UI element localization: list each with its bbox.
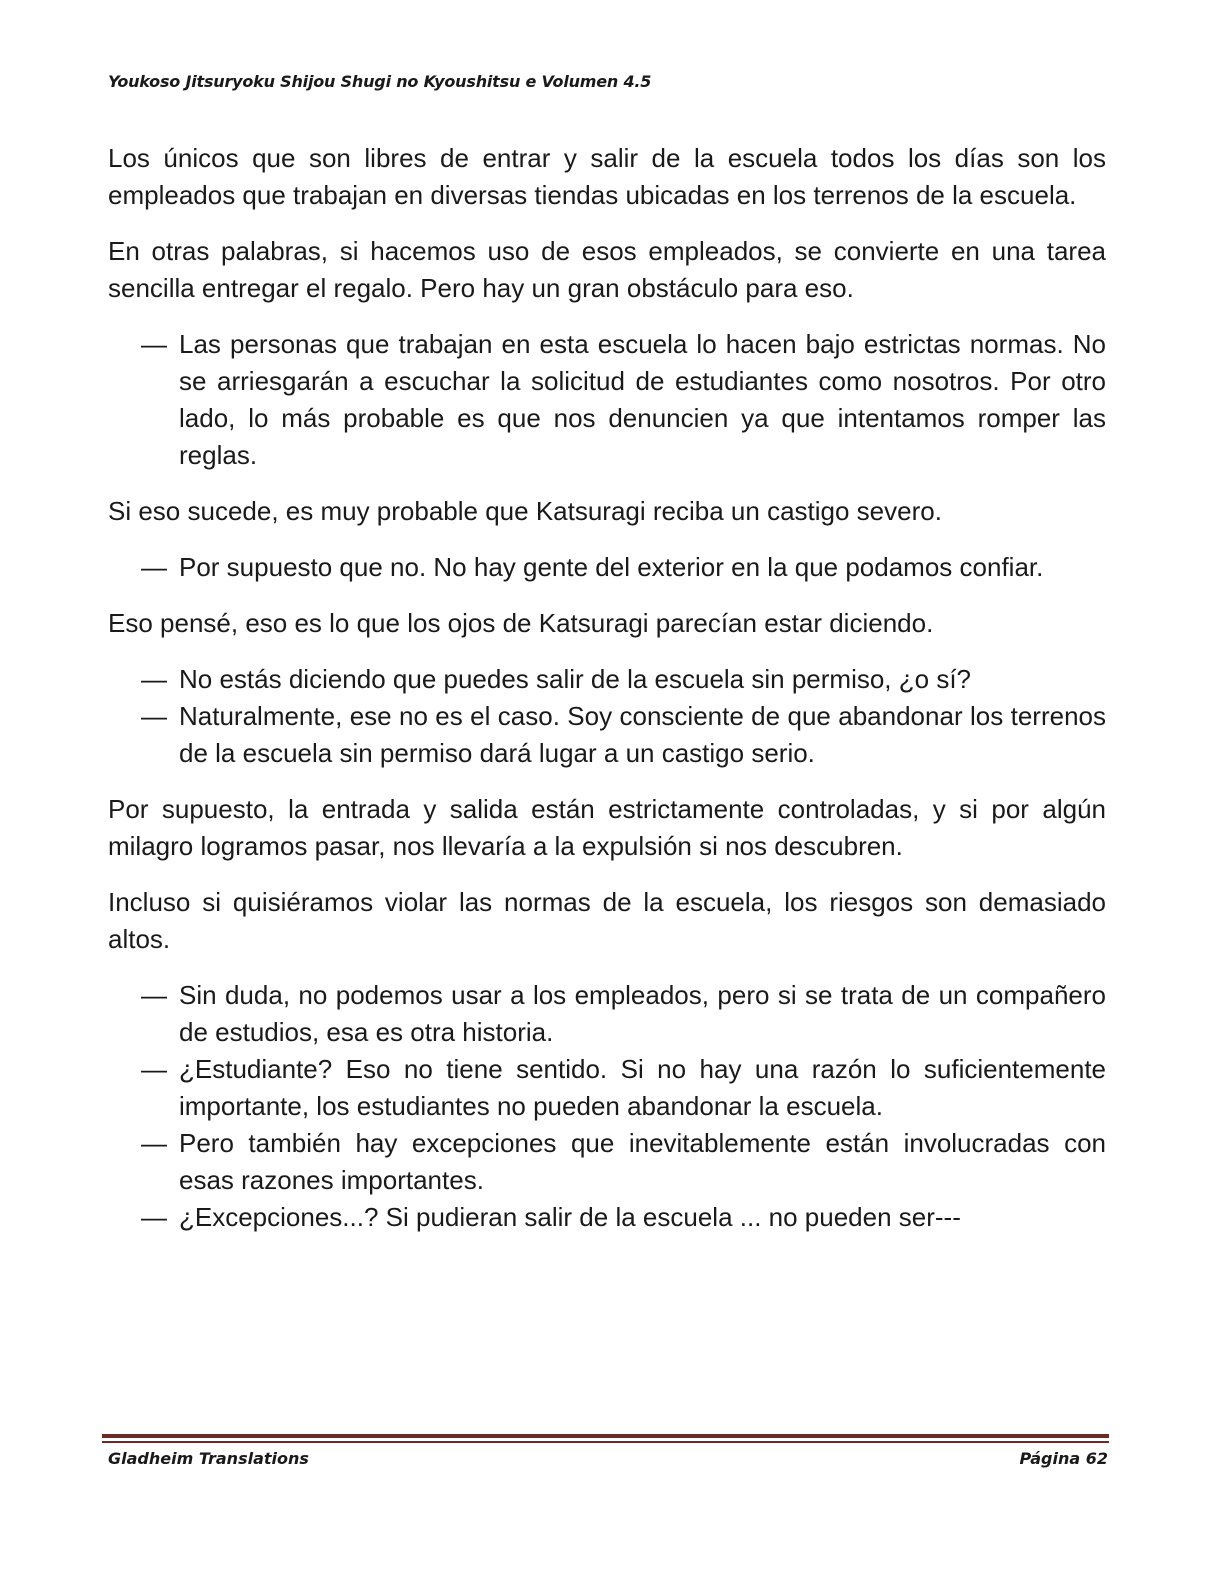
footer-rule-thin [102, 1441, 1109, 1443]
dialogue-dash: — [141, 1054, 167, 1084]
dialogue-line-3 [108, 661, 1106, 698]
dialogue-dash: — [141, 329, 167, 359]
dialogue-text: Sin duda, no podemos usar a los empleados, pero si se trata de un compañero de estudios, esa es otra historia. [179, 980, 1106, 1047]
footer-rule [102, 1434, 1109, 1443]
footer-page-number: Página 62 [1019, 1449, 1108, 1468]
dialogue-text: Las personas que trabajan en esta escuela lo hacen bajo estrictas normas. No se arriesgarán a escuchar la solicitud de estudiantes como nosotros. Por otro lado, lo más probable es que nos denuncien ya que intentamos romper las reglas. [179, 329, 1106, 470]
paragraph-3: Si eso sucede, es muy probable que Katsuragi reciba un castigo severo. [108, 496, 942, 526]
footer-rule-thick [102, 1434, 1109, 1438]
dialogue-block-3 [108, 661, 1106, 772]
dialogue-dash: — [141, 980, 167, 1010]
dialogue-text: ¿Excepciones...? Si pudieran salir de la escuela ... no pueden ser--- [179, 1202, 961, 1232]
dialogue-line-1 [108, 326, 1106, 474]
dialogue-text: Pero también hay excepciones que inevitablemente están involucradas con esas razones importantes. [179, 1128, 1106, 1195]
dialogue-text: No estás diciendo que puedes salir de la escuela sin permiso, ¿o sí? [179, 664, 971, 694]
dialogue-line-5 [108, 977, 1106, 1051]
dialogue-block-4 [108, 977, 1106, 1236]
dialogue-block-2 [108, 549, 1106, 586]
dialogue-line-6 [108, 1051, 1106, 1125]
dialogue-line-4 [108, 698, 1106, 772]
paragraph-2: En otras palabras, si hacemos uso de esos empleados, se convierte en una tarea sencilla entregar el regalo. Pero hay un gran obstáculo para eso. [108, 236, 1106, 303]
dialogue-line-8 [108, 1199, 1106, 1236]
dialogue-dash: — [141, 552, 167, 582]
paragraph-5: Por supuesto, la entrada y salida están estrictamente controladas, y si por algún milagro logramos pasar, nos llevaría a la expulsión si nos descubren. [108, 794, 1106, 861]
dialogue-text: ¿Estudiante? Eso no tiene sentido. Si no hay una razón lo suficientemente importante, los estudiantes no pueden abandonar la escuela. [179, 1054, 1106, 1121]
paragraph-4: Eso pensé, eso es lo que los ojos de Katsuragi parecían estar diciendo. [108, 608, 934, 638]
running-header: Youkoso Jitsuryoku Shijou Shugi no Kyoushitsu e Volumen 4.5 [108, 72, 652, 91]
dialogue-dash: — [141, 701, 167, 731]
paragraph-1: Los únicos que son libres de entrar y salir de la escuela todos los días son los empleados que trabajan en diversas tiendas ubicadas en los terrenos de la escuela. [108, 143, 1106, 210]
dialogue-line-2 [108, 549, 1106, 586]
page-body [108, 140, 1106, 1255]
dialogue-text: Naturalmente, ese no es el caso. Soy consciente de que abandonar los terrenos de la escuela sin permiso dará lugar a un castigo serio. [179, 701, 1106, 768]
dialogue-text: Por supuesto que no. No hay gente del exterior en la que podamos confiar. [179, 552, 1044, 582]
paragraph-6: Incluso si quisiéramos violar las normas de la escuela, los riesgos son demasiado altos. [108, 887, 1106, 954]
dialogue-block-1 [108, 326, 1106, 474]
dialogue-dash: — [141, 664, 167, 694]
dialogue-dash: — [141, 1128, 167, 1158]
footer-translator: Gladheim Translations [108, 1449, 309, 1468]
dialogue-dash: — [141, 1202, 167, 1232]
dialogue-line-7 [108, 1125, 1106, 1199]
